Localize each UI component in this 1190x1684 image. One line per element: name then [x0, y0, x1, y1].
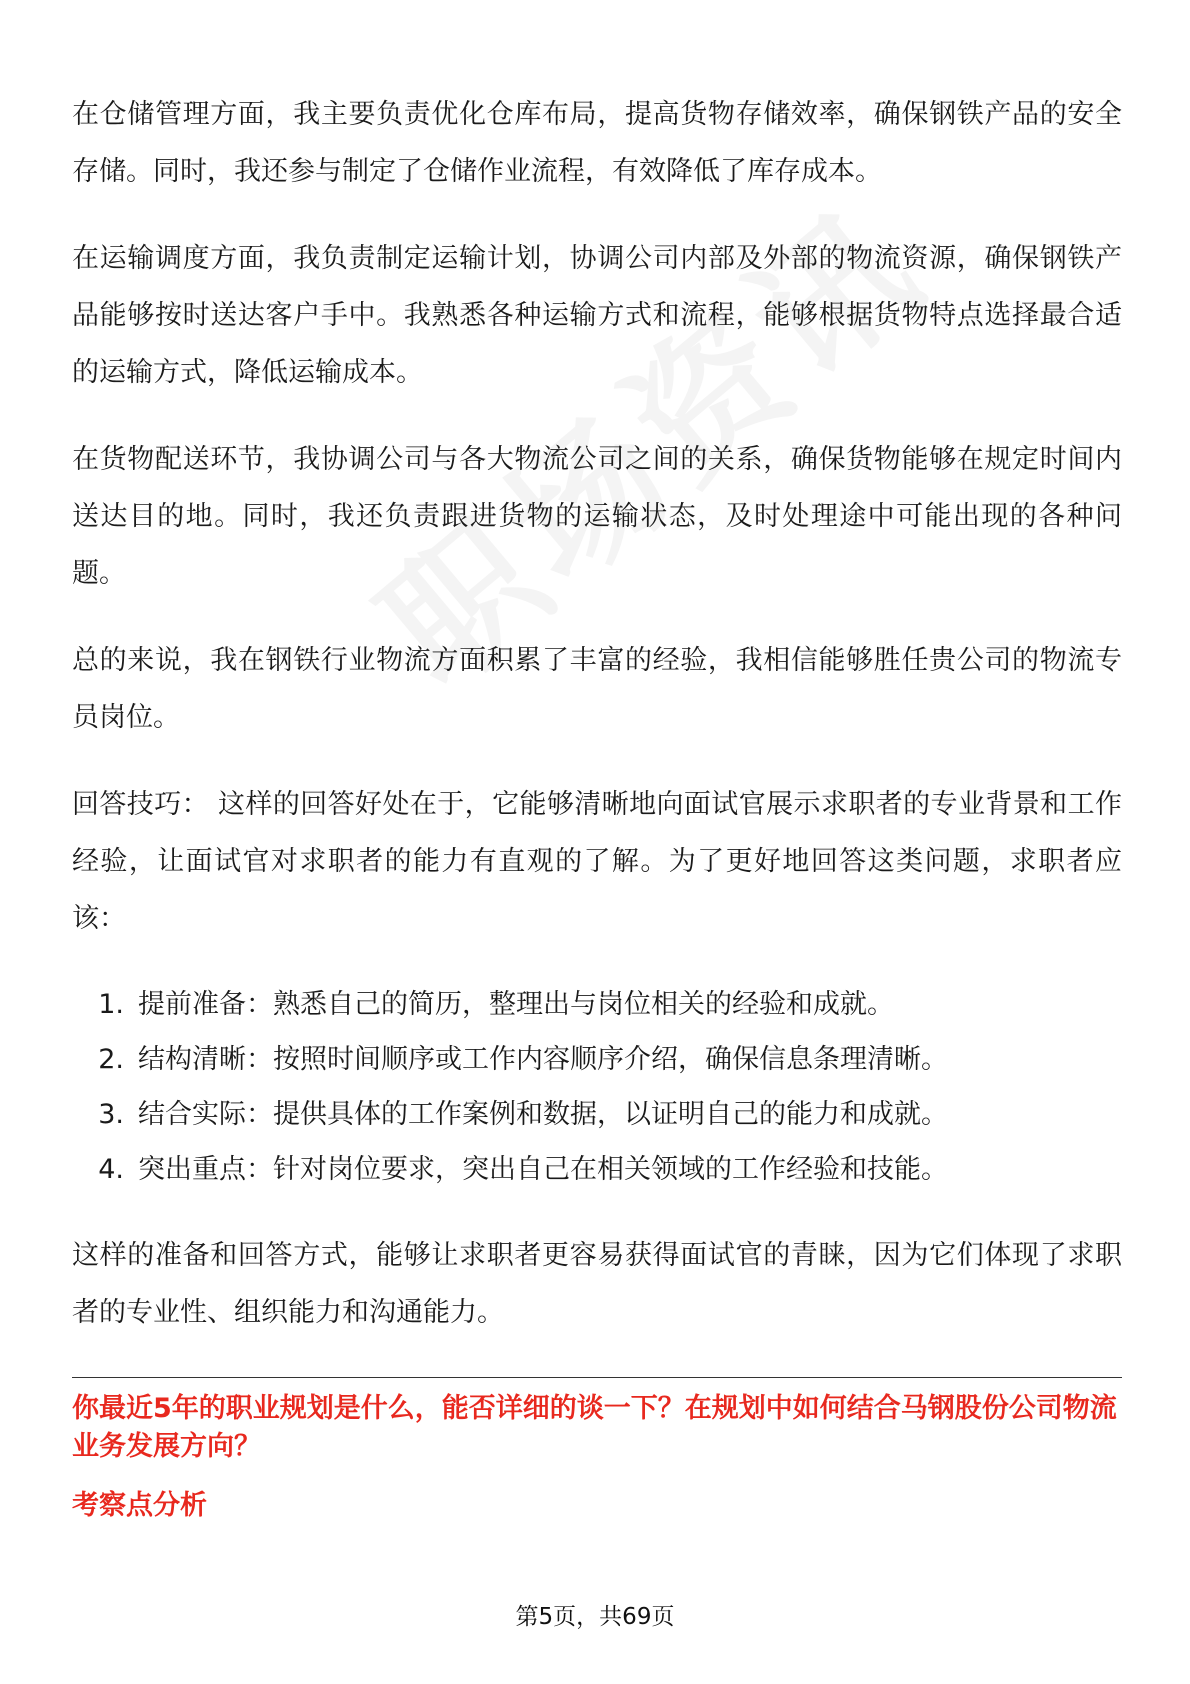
paragraph-closing: 这样的准备和回答方式，能够让求职者更容易获得面试官的青睐，因为它们体现了求职者的专业性、组织能力和沟通能力。 [72, 1240, 1122, 1328]
tips-list [72, 977, 1122, 1197]
list-item [72, 1032, 1122, 1087]
list-item-number: 4. [98, 1154, 124, 1185]
list-item-text: 结合实际：提供具体的工作案例和数据，以证明自己的能力和成就。 [138, 1099, 948, 1130]
list-item [72, 977, 1122, 1032]
document-body [72, 86, 1122, 1526]
list-item-text: 突出重点：针对岗位要求，突出自己在相关领域的工作经验和技能。 [138, 1154, 948, 1185]
list-item-number: 2. [98, 1044, 124, 1075]
paragraph-transport: 在运输调度方面，我负责制定运输计划，协调公司内部及外部的物流资源，确保钢铁产品能够按时送达客户手中。我熟悉各种运输方式和流程，能够根据货物特点选择最合适的运输方式，降低运输成本。 [72, 243, 1122, 388]
paragraph-delivery: 在货物配送环节，我协调公司与各大物流公司之间的关系，确保货物能够在规定时间内送达目的地。同时，我还负责跟进货物的运输状态，及时处理途中可能出现的各种问题。 [72, 444, 1122, 589]
list-item-number: 1. [98, 989, 124, 1020]
paragraph-summary: 总的来说，我在钢铁行业物流方面积累了丰富的经验，我相信能够胜任贵公司的物流专员岗位。 [72, 645, 1122, 733]
paragraph-warehouse: 在仓储管理方面，我主要负责优化仓库布局，提高货物存储效率，确保钢铁产品的安全存储。同时，我还参与制定了仓储作业流程，有效降低了库存成本。 [72, 99, 1122, 187]
list-item-number: 3. [98, 1099, 124, 1130]
paragraph-tips: 回答技巧： 这样的回答好处在于，它能够清晰地向面试官展示求职者的专业背景和工作经验，让面试官对求职者的能力有直观的了解。为了更好地回答这类问题，求职者应该： [72, 789, 1122, 934]
list-item [72, 1087, 1122, 1142]
list-item-text: 提前准备：熟悉自己的简历，整理出与岗位相关的经验和成就。 [138, 989, 894, 1020]
list-item [72, 1142, 1122, 1197]
analysis-heading: 考察点分析 [72, 1490, 207, 1521]
section-divider [72, 1377, 1122, 1378]
list-item-text: 结构清晰：按照时间顺序或工作内容顺序介绍，确保信息条理清晰。 [138, 1044, 948, 1075]
page-number: 第5页，共69页 [515, 1604, 675, 1630]
interview-question: 你最近5年的职业规划是什么，能否详细的谈一下？在规划中如何结合马钢股份公司物流业务发展方向？ [72, 1393, 1117, 1462]
